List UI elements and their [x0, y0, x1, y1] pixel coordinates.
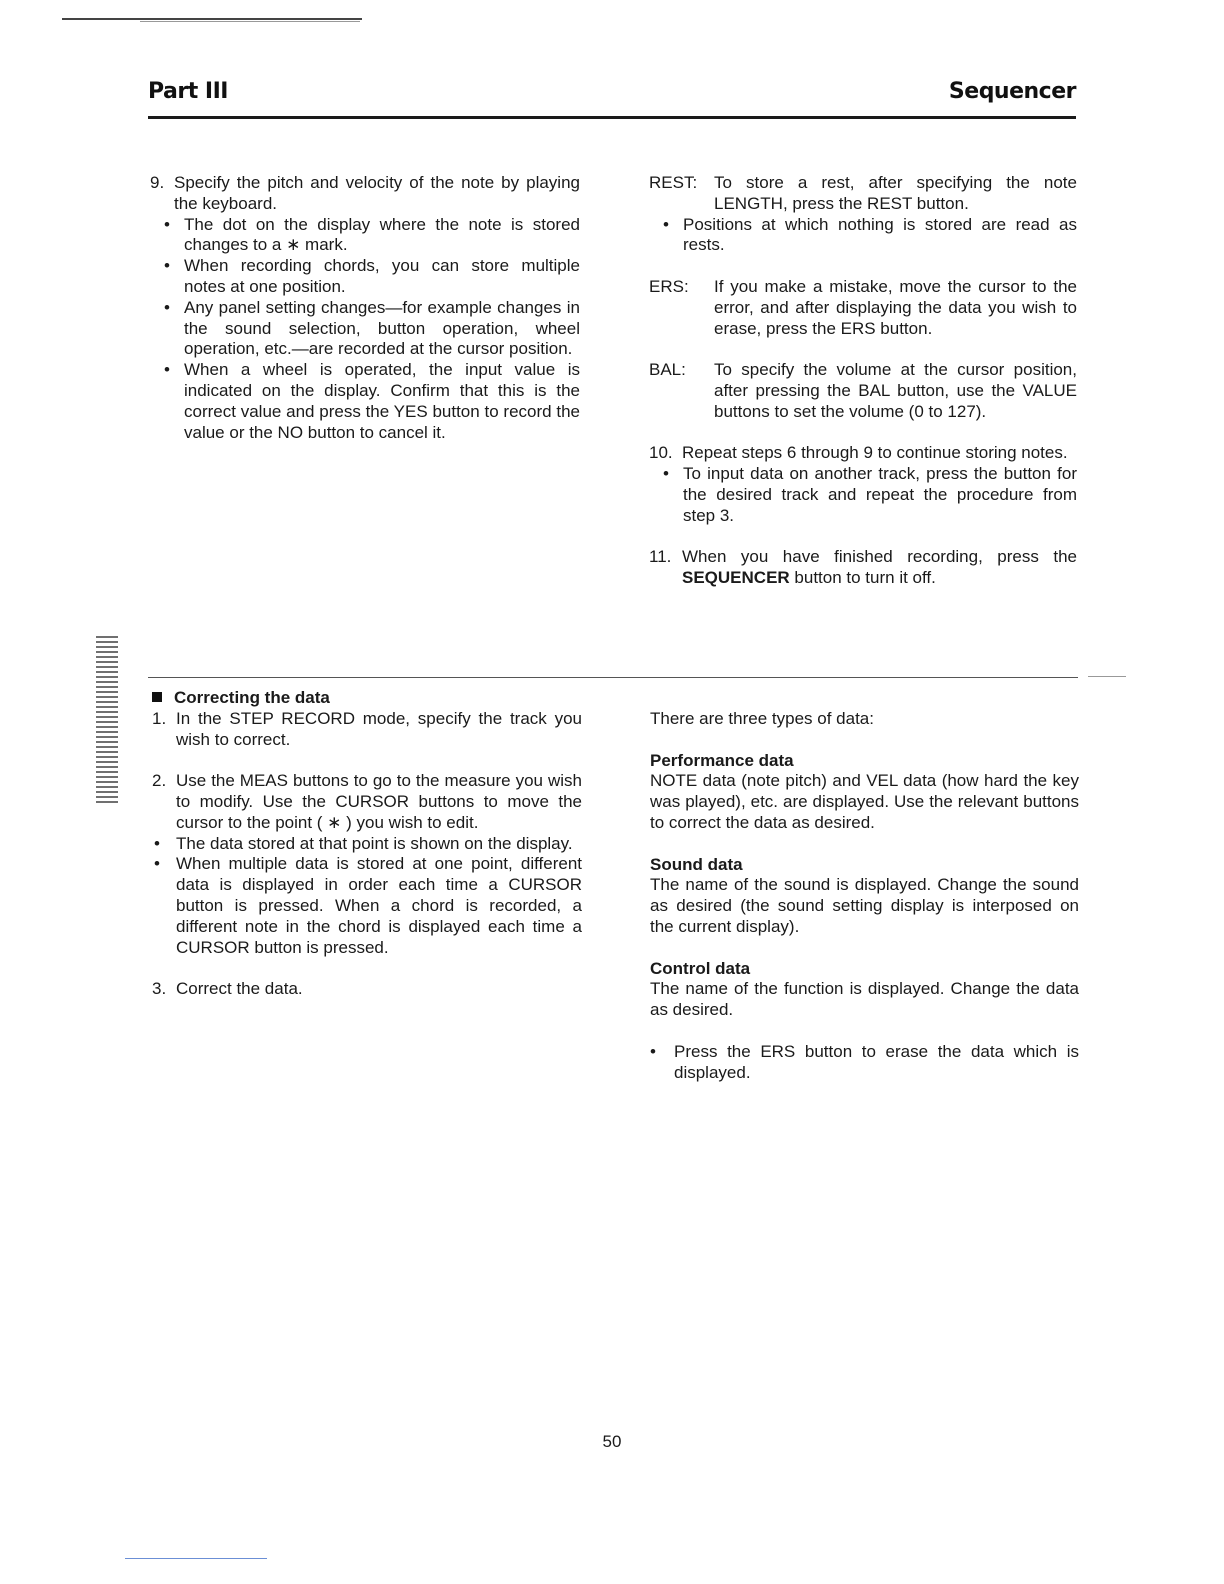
- ers-definition: ERS: If you make a mistake, move the cursor to the error, and after displaying the data you wish to erase, press the ERS button.: [649, 276, 1077, 338]
- page-number: 50: [602, 1432, 622, 1451]
- step-11: 11. When you have finished recording, press the SEQUENCER button to turn it off.: [649, 547, 1077, 588]
- list-item: • To input data on another track, press the button for the desired track and repeat the procedure from step 3.: [663, 464, 1077, 525]
- list-item: • When recording chords, you can store multiple notes at one position.: [164, 256, 580, 296]
- page-header: [148, 79, 1076, 114]
- step-10: 10. Repeat steps 6 through 9 to continue storing notes.: [649, 443, 1068, 463]
- scan-artifact-bottom: [125, 1558, 267, 1559]
- header-rule: [148, 116, 1076, 119]
- step-9: 9. Specify the pitch and velocity of the note by playing the keyboard.: [150, 173, 580, 213]
- rest-definition: REST: To store a rest, after specifying the note LENGTH, press the REST button.: [649, 173, 1077, 213]
- list-item: • When multiple data is stored at one point, different data is displayed in order each time a CURSOR button is pressed. When a chord is recorded, a different note in the chord is displayed each time a CURSOR button is pressed.: [154, 854, 582, 957]
- bal-definition: BAL: To specify the volume at the cursor position, after pressing the BAL button, use the VALUE buttons to set the volume (0 to 127).: [649, 360, 1077, 421]
- section-divider: [148, 677, 1078, 678]
- header-part: Part III: [148, 79, 228, 104]
- right-bottom-column: [650, 709, 1079, 1083]
- list-item: • The dot on the display where the note is stored changes to a ∗ mark.: [164, 214, 580, 255]
- list-item: • Press the ERS button to erase the data which is displayed.: [650, 1041, 1079, 1082]
- step-2: 2. Use the MEAS buttons to go to the measure you wish to modify. Use the CURSOR buttons to move the cursor to the point ( ∗ ) you wish to edit.: [152, 771, 582, 832]
- performance-data-text: NOTE data (note pitch) and VEL data (how hard the key was played), etc. are displayed. Use the relevant buttons to correct the data as desired.: [650, 771, 1079, 832]
- step-1: 1. In the STEP RECORD mode, specify the track you wish to correct.: [152, 708, 582, 749]
- list-item: • Any panel setting changes—for example changes in the sound selection, button operation, wheel operation, etc.—are recorded at the cursor position.: [164, 297, 580, 359]
- step-3: 3. Correct the data.: [152, 979, 303, 999]
- left-top-column: [150, 173, 580, 443]
- scan-artifact-top: [62, 18, 362, 20]
- list-item: • The data stored at that point is shown on the display.: [154, 833, 573, 853]
- performance-data-title: Performance data: [650, 750, 794, 770]
- scan-artifact-top: [140, 21, 360, 22]
- list-item: • When a wheel is operated, the input value is indicated on the display. Confirm that this is the correct value and press the YES button to record the value or the NO button to cancel it.: [164, 360, 580, 442]
- control-data-title: Control data: [650, 958, 751, 978]
- binding-marks: [96, 636, 118, 806]
- left-bottom-column: [152, 688, 582, 1000]
- sound-data-text: The name of the sound is displayed. Change the sound as desired (the sound setting display is interposed on the current display).: [650, 875, 1079, 936]
- section-divider: [1088, 676, 1126, 677]
- square-bullet-icon: [152, 692, 162, 702]
- control-data-text: The name of the function is displayed. Change the data as desired.: [650, 979, 1079, 1020]
- list-item: • Positions at which nothing is stored are read as rests.: [663, 214, 1077, 255]
- section-heading: Correcting the data: [152, 688, 582, 709]
- right-top-column: [649, 173, 1077, 589]
- intro-text: There are three types of data:: [650, 709, 874, 728]
- sound-data-title: Sound data: [650, 854, 743, 874]
- header-section: Sequencer: [948, 79, 1076, 104]
